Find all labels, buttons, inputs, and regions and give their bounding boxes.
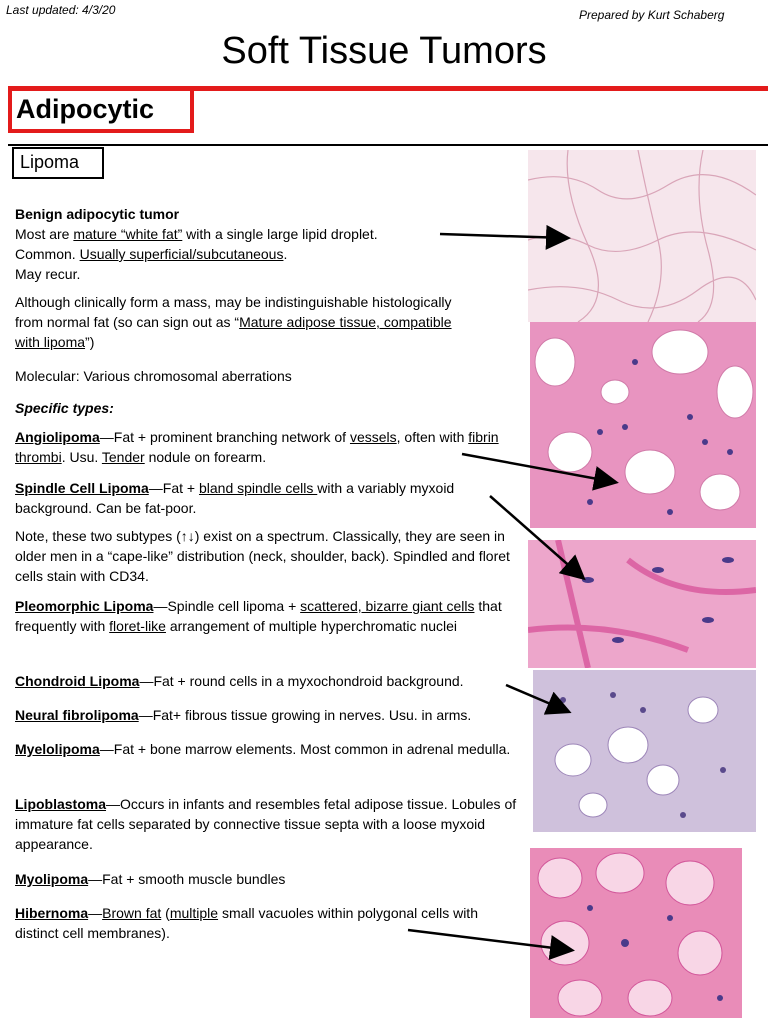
last-updated: Last updated: 4/3/20 [6,3,116,17]
neural-fibrolipoma-entry: Neural fibrolipoma—Fat+ fibrous tissue growing in nerves. Usu. in arms. [15,707,472,723]
subsection-title: Lipoma [20,152,80,172]
arrow-hibernoma [408,930,570,950]
arrow-spindle-cell-lipoma [490,496,582,577]
arrow-chondroid-lipoma [506,685,567,711]
specific-types-heading: Specific types: [15,400,114,416]
arrow-lipoma [440,234,566,238]
lipoma-line-2: Common. Usually superficial/subcutaneous. [15,246,288,262]
arrow-angiolipoma [462,454,614,482]
page-title: Soft Tissue Tumors [221,30,547,72]
section-title: Adipocytic [16,94,155,124]
angiolipoma-entry: Angiolipoma—Fat + prominent branching network of vessels, often with fibrin thrombi. Usu. Tender nodule on forearm. [15,429,499,465]
lipoma-paragraph: Although clinically form a mass, may be indistinguishable histologically from normal fat (so can sign out as “Mature adipose tissue, compatible with lipoma”) [15,294,452,350]
lipoma-line-3: May recur. [15,266,81,282]
myolipoma-entry: Myolipoma—Fat + smooth muscle bundles [15,871,286,887]
lipoma-line-1: Most are mature “white fat” with a single large lipid droplet. [15,226,378,242]
spindle-cell-lipoma-entry: Spindle Cell Lipoma—Fat + bland spindle cells with a variably myxoid background. Can be fat-poor. [15,480,455,516]
prepared-by: Prepared by Kurt Schaberg [579,8,725,22]
lipoma-molecular: Molecular: Various chromosomal aberrations [15,368,292,384]
pleomorphic-lipoma-entry: Pleomorphic Lipoma—Spindle cell lipoma + scattered, bizarre giant cells that frequently with floret-like arrangement of multiple hyperchromatic nuclei [15,598,502,634]
myelolipoma-entry: Myelolipoma—Fat + bone marrow elements. Most common in adrenal medulla. [15,741,511,757]
chondroid-lipoma-entry: Chondroid Lipoma—Fat + round cells in a myxochondroid background. [15,673,464,689]
lipoma-heading: Benign adipocytic tumor [15,206,180,222]
spectrum-note: Note, these two subtypes (↑↓) exist on a spectrum. Classically, they are seen in older men in a “cape-like” distribution (neck, shoulder, back). Spindled and floret cells stain with CD34. [15,528,510,584]
lipoblastoma-entry: Lipoblastoma—Occurs in infants and resembles fetal adipose tissue. Lobules of immature fat cells separated by connective tissue septa with a loose myxoid appearance. [15,796,517,852]
hibernoma-entry: Hibernoma—Brown fat (multiple small vacuoles within polygonal cells with distinct cell membranes). [15,905,478,941]
